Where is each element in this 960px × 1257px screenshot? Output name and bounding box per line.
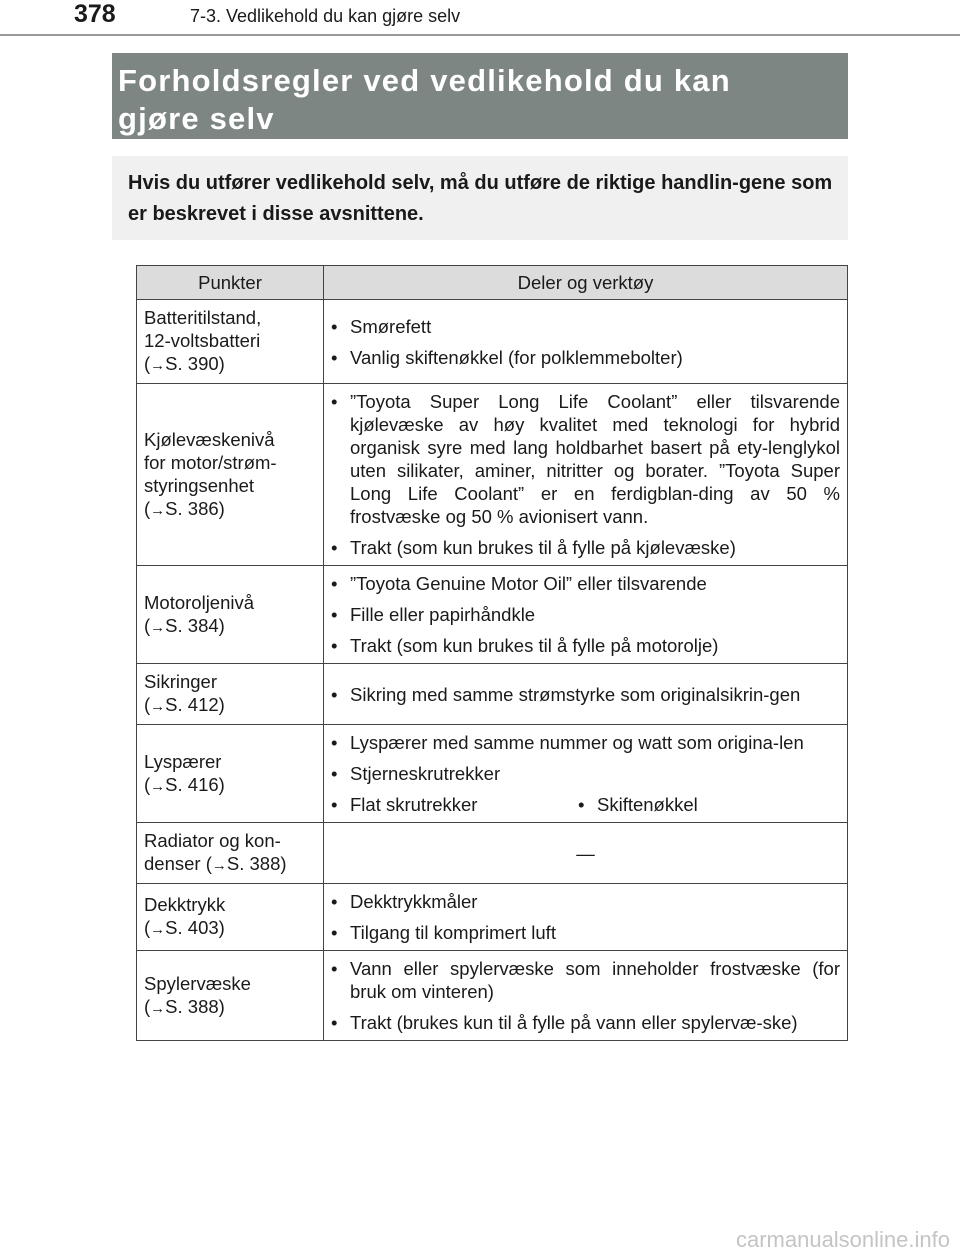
list-item: • Trakt (som kun brukes til å fylle på kjølevæske)	[331, 536, 840, 559]
item-label: Batteritilstand,	[144, 307, 262, 328]
list-item: • Sikring med samme strømstyrke som originalsikrin-gen	[331, 683, 840, 706]
table-header-row	[137, 266, 848, 300]
page-reference-link[interactable]: S. 390)	[165, 353, 225, 374]
header-rule	[0, 34, 960, 36]
two-column-list	[331, 793, 840, 816]
intro-box	[112, 156, 848, 240]
parts-list	[331, 731, 840, 785]
arrow-icon: →	[150, 999, 166, 1017]
parts-list	[331, 390, 840, 559]
item-label: Radiator og kon-	[144, 830, 281, 851]
parts-cell	[324, 566, 848, 664]
arrow-icon: →	[150, 357, 166, 374]
parts-cell	[324, 664, 848, 725]
parts-list	[331, 793, 578, 816]
list-item: • Flat skrutrekker	[331, 793, 578, 816]
parts-cell	[324, 951, 848, 1041]
title-banner	[112, 53, 848, 139]
column-header-items: Punkter	[137, 266, 324, 300]
intro-text: Hvis du utfører vedlikehold selv, må du utføre de riktige handlin-gene som er beskrevet i disse avsnittene.	[128, 172, 833, 225]
list-item: • Dekktrykkmåler	[331, 890, 840, 913]
table-row	[137, 664, 848, 725]
list-item: • Tilgang til komprimert luft	[331, 921, 840, 944]
item-label: Dekktrykk	[144, 894, 226, 915]
arrow-icon: →	[211, 857, 227, 874]
parts-list	[331, 572, 840, 657]
item-label: styringsenhet	[144, 474, 255, 496]
list-item: • Stjerneskrutrekker	[331, 762, 840, 785]
item-cell	[137, 823, 324, 884]
parts-cell	[324, 300, 848, 384]
page-reference-link[interactable]: S. 386)	[165, 497, 225, 519]
parts-list	[331, 315, 840, 369]
table-row	[137, 566, 848, 664]
page-reference-link[interactable]: S. 412)	[165, 694, 225, 715]
item-label: for motor/strøm-	[144, 451, 277, 473]
running-header: 7-3. Vedlikehold du kan gjøre selv	[190, 6, 461, 26]
parts-cell	[324, 884, 848, 951]
list-item: • Fille eller papirhåndkle	[331, 603, 840, 626]
list-item: • Vanlig skiftenøkkel (for polklemmebolter)	[331, 346, 840, 369]
item-label: Kjølevæskenivå	[144, 428, 275, 450]
item-cell: Lyspærer (→S. 416)	[137, 725, 324, 823]
page-reference-link[interactable]: S. 388)	[226, 853, 287, 874]
arrow-icon: →	[150, 618, 166, 636]
table-row	[137, 951, 848, 1041]
arrow-icon: →	[150, 921, 166, 938]
parts-list	[331, 890, 840, 944]
list-item: • Skiftenøkkel	[578, 793, 698, 816]
table-row	[137, 884, 848, 951]
item-cell: Dekktrykk (→S. 403)	[137, 884, 324, 951]
item-label: 12-voltsbatteri	[144, 330, 261, 351]
list-item: • Smørefett	[331, 315, 840, 338]
item-label: denser (	[144, 853, 212, 874]
parts-cell-empty	[324, 823, 848, 884]
table-row	[137, 384, 848, 566]
parts-table	[136, 265, 848, 1041]
column-header-parts: Deler og verktøy	[324, 266, 848, 300]
list-item: • Vann eller spylervæske som inneholder frostvæske (for bruk om vinteren)	[331, 957, 840, 1003]
item-label: Lyspærer	[144, 750, 222, 772]
item-label: Motoroljenivå	[144, 591, 255, 613]
parts-cell	[324, 725, 848, 823]
list-item: • Trakt (brukes kun til å fylle på vann eller spylervæ-ske)	[331, 1011, 840, 1034]
list-item: • ”Toyota Super Long Life Coolant” eller tilsvarende kjølevæske av høy kvalitet med teknologi for hybrid organisk syre med lang holdbarhet basert på ety-lenglykol uten silikater, aminer, nitritter og borater. ”Toyota Super Long Life Coolant” er en ferdigblan-ding av 50 % frostvæske og 50 % avionisert vann.	[331, 390, 840, 528]
parts-list	[331, 957, 840, 1034]
item-label: Spylervæske	[144, 972, 251, 994]
page-number: 378	[74, 0, 116, 28]
parts-cell	[324, 384, 848, 566]
page-reference-link[interactable]: S. 403)	[165, 917, 225, 938]
item-cell: Kjølevæskenivå for motor/strøm- styringsenhet (→S. 386)	[137, 384, 324, 566]
not-applicable-dash: —	[576, 842, 595, 864]
item-cell: Batteritilstand, 12-voltsbatteri (→S. 390)	[137, 300, 324, 384]
arrow-icon: →	[150, 698, 166, 715]
table-row	[137, 823, 848, 884]
item-cell: Spylervæske (→S. 388)	[137, 951, 324, 1041]
item-cell: Sikringer (→S. 412)	[137, 664, 324, 725]
page-reference-link[interactable]: S. 388)	[165, 995, 225, 1017]
page-reference-link[interactable]: S. 384)	[165, 614, 225, 636]
parts-list	[331, 683, 840, 706]
table-row	[137, 300, 848, 384]
list-item: • Trakt (som kun brukes til å fylle på motorolje)	[331, 634, 840, 657]
list-item: • ”Toyota Genuine Motor Oil” eller tilsvarende	[331, 572, 840, 595]
item-cell: Motoroljenivå (→S. 384)	[137, 566, 324, 664]
page-reference-link[interactable]: S. 416)	[165, 773, 225, 795]
parts-list	[578, 793, 698, 816]
table-row	[137, 725, 848, 823]
watermark: carmanualsonline.info	[735, 1227, 950, 1252]
page-title: Forholdsregler ved vedlikehold du kan gjøre selv	[118, 63, 731, 136]
arrow-icon: →	[150, 777, 166, 795]
arrow-icon: →	[150, 501, 166, 519]
list-item: • Lyspærer med samme nummer og watt som origina-len	[331, 731, 840, 754]
item-label: Sikringer	[144, 671, 217, 692]
